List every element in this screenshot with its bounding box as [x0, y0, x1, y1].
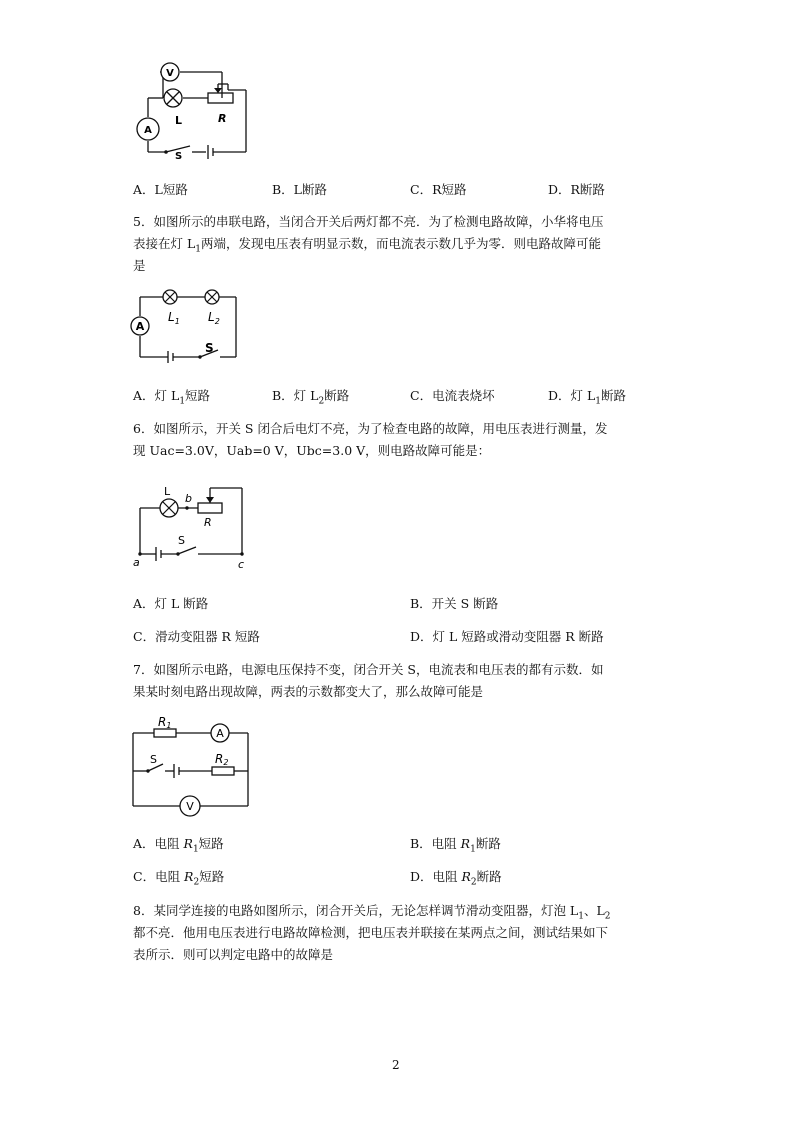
q7-r2-label: R2: [215, 752, 229, 767]
q6-point-b-label: b: [185, 492, 192, 505]
q8-stem-line: 表所示．则可以判定电路中的故障是: [133, 947, 334, 962]
q4-circuit-diagram: [128, 60, 258, 160]
q7-option-c: C．电阻 $R_2$短路: [133, 869, 225, 888]
q5-option-a: A．灯 $L_1$短路: [133, 388, 211, 407]
q5-lamp1-label: $L_1$: [168, 310, 180, 326]
q6-circuit-diagram: [130, 480, 255, 572]
q6-option-b: B．开关 S 断路: [410, 596, 499, 611]
q6-point-c-label: c: [238, 558, 245, 571]
q8-stem-line: 8．某同学连接的电路如图所示，闭合开关后，无论怎样调节滑动变阻器，灯泡 $L_1$、$L_2$: [133, 903, 611, 922]
q5-stem-line: 5．如图所示的串联电路，当闭合开关后两灯都不亮．为了检测电路故障，小华将电压: [133, 214, 604, 229]
q4-option-d: D．R断路: [548, 182, 605, 197]
q4-lamp-label: L: [175, 114, 183, 127]
q7-stem: [133, 659, 663, 703]
q5-stem-line: 表接在灯 $L_1$两端，发现电压表有明显示数，而电流表示数几乎为零．则电路故障可能: [133, 236, 602, 255]
q5-stem-line: 是: [133, 258, 146, 273]
q5-option-d: D．灯 $L_1$断路: [548, 388, 627, 407]
q4-resistor-label: R: [218, 112, 227, 125]
q7-voltmeter-label: V: [186, 800, 194, 813]
q7-circuit-diagram: [130, 716, 255, 812]
q7-option-b: B．电阻 $R_1$断路: [410, 836, 501, 855]
q5-option-c: C．电流表烧坏: [410, 388, 495, 403]
q7-stem-line: 果某时刻电路出现故障，两表的示数都变大了，那么故障可能是: [133, 684, 484, 699]
q7-r1-label: R1: [158, 715, 172, 730]
q4-ammeter-label: A: [144, 125, 152, 136]
q7-stem-line: 7．如图所示电路，电源电压保持不变，闭合开关 S，电流表和电压表的都有示数．如: [133, 662, 604, 677]
q7-option-d: D．电阻 $R_2$断路: [410, 869, 502, 888]
q6-option-d: D．灯 L 短路或滑动变阻器 R 断路: [410, 629, 604, 644]
q7-switch-label: S: [150, 753, 157, 766]
q6-point-a-label: a: [133, 556, 140, 569]
q6-option-c: C．滑动变阻器 R 短路: [133, 629, 260, 644]
q5-lamp2-label: $L_2$: [208, 310, 220, 326]
q5-stem: [133, 211, 663, 277]
q4-option-b: B．L断路: [272, 182, 327, 197]
q6-resistor-label: R: [204, 516, 212, 529]
q5-switch-label: S: [205, 341, 214, 355]
q6-stem: [133, 418, 663, 462]
q5-option-b: B．灯 $L_2$断路: [272, 388, 350, 407]
q4-option-a: A．L短路: [133, 182, 188, 197]
q6-lamp-label: L: [164, 485, 171, 498]
q5-ammeter-label: A: [135, 320, 145, 333]
q8-stem-line: 都不亮．他用电压表进行电路故障检测，把电压表并联接在某两点之间，测试结果如下: [133, 925, 609, 940]
q4-switch-label: S: [175, 151, 183, 162]
q5-circuit-diagram: [128, 292, 248, 364]
q6-stem-line: 6．如图所示，开关 S 闭合后电灯不亮，为了检查电路的故障，用电压表进行测量，发: [133, 421, 608, 436]
q6-option-a: A．灯 L 断路: [133, 596, 209, 611]
q6-stem-line: 现 Uac=3.0V，Uab=0 V，Ubc=3.0 V，则电路故障可能是：: [133, 443, 491, 458]
q6-switch-label: S: [178, 534, 185, 547]
q4-voltmeter-label: V: [166, 68, 174, 79]
page-number: 2: [392, 1058, 400, 1072]
q7-option-a: A．电阻 $R_1$短路: [133, 836, 224, 855]
q4-option-c: C．R短路: [410, 182, 467, 197]
q7-ammeter-label: A: [216, 727, 224, 740]
q8-stem: [133, 900, 663, 966]
